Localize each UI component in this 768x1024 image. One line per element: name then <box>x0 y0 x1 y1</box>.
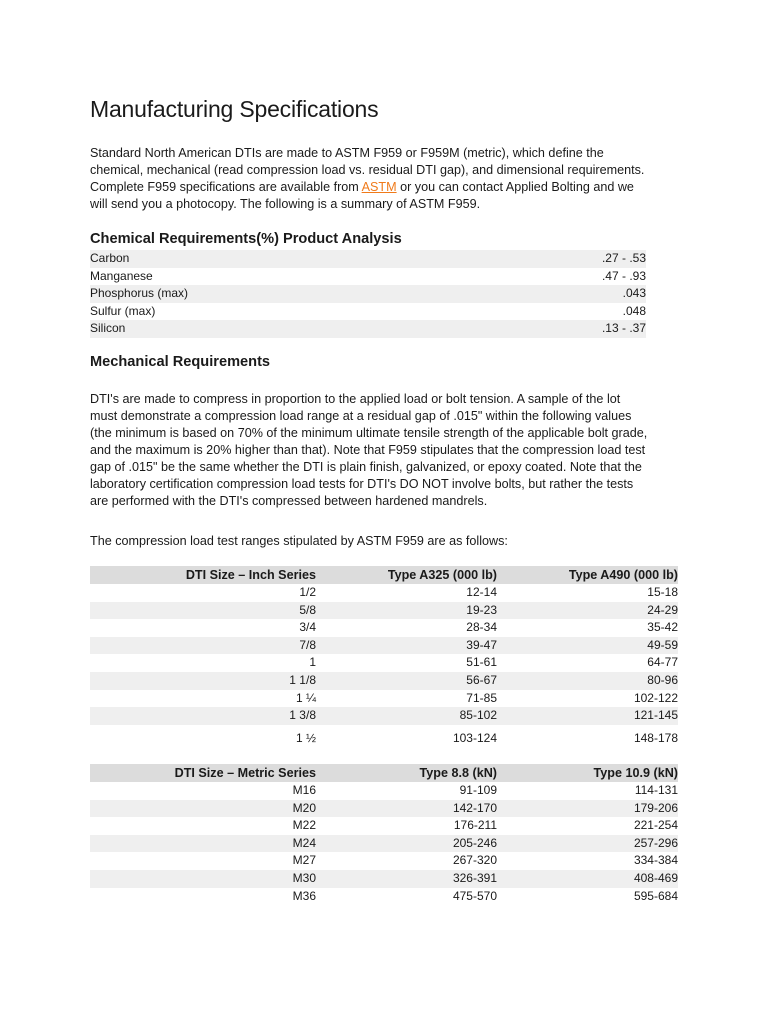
astm-link[interactable]: ASTM <box>361 180 397 194</box>
element-name: Sulfur (max) <box>90 303 156 318</box>
mechanical-heading: Mechanical Requirements <box>90 354 271 370</box>
table-cell: M24 <box>292 835 316 850</box>
mechanical-line: gap of .015" be the same whether the DTI is plain finish, galvanized, or epoxy coated. Note that the <box>90 460 642 474</box>
table-row <box>90 268 646 286</box>
table-row <box>90 303 646 321</box>
column-header: Type A325 (000 lb) <box>316 566 497 584</box>
table-cell: 3/4 <box>299 620 316 635</box>
table-cell: M27 <box>292 853 316 868</box>
intro-line: Standard North American DTIs are made to ASTM F959 or F959M (metric), which define the <box>90 146 604 160</box>
table-cell: 408-469 <box>633 870 678 885</box>
element-name: Phosphorus (max) <box>90 286 189 301</box>
table-row <box>90 602 678 620</box>
table-cell: 91-109 <box>459 783 497 797</box>
intro-line: Complete F959 specifications are available from ASTM or you can contact Applied Bolting and we <box>90 180 634 194</box>
table-cell: 114-131 <box>634 783 678 797</box>
table-row <box>90 619 678 637</box>
element-value: .27 - .53 <box>601 251 646 265</box>
mechanical-line: must demonstrate a compression load range at a residual gap of .015" within the following values <box>90 409 632 423</box>
table-cell: 102-122 <box>633 690 678 705</box>
column-header: Type 8.8 (kN) <box>316 764 497 782</box>
table-cell: 221-254 <box>633 818 678 833</box>
table-cell: 148-178 <box>633 730 678 745</box>
mechanical-line: DTI's are made to compress in proportion to the applied load or bolt tension. A sample of the lot <box>90 392 621 406</box>
table-row <box>90 852 678 870</box>
column-header: DTI Size – Metric Series <box>90 764 316 782</box>
table-cell: 121-145 <box>633 708 678 723</box>
table-row <box>90 637 678 655</box>
page-title: Manufacturing Specifications <box>90 96 379 122</box>
table-row <box>90 285 646 303</box>
table-cell: 267-320 <box>452 853 497 868</box>
table-cell: 1 3/8 <box>289 708 316 723</box>
table-cell: 28-34 <box>466 620 497 635</box>
table-cell: 24-29 <box>647 602 678 617</box>
mechanical-line: (the minimum is based on 70% of the minimum ultimate tensile strength of the applicable bolt grade, <box>90 426 648 440</box>
table-cell: 5/8 <box>299 602 316 617</box>
table-cell: 71-85 <box>466 690 497 705</box>
table-cell: 103-124 <box>452 730 497 745</box>
table-row <box>90 817 678 835</box>
chemical-table <box>90 250 646 338</box>
table-row <box>90 672 678 690</box>
table-cell: 35-42 <box>647 620 678 635</box>
table-row <box>90 690 678 708</box>
table-cell: 49-59 <box>647 637 678 652</box>
mechanical-line: and the maximum is 20% higher than that). Note that F959 stipulates that the compression load test <box>90 443 646 457</box>
element-name: Manganese <box>90 268 153 283</box>
mechanical-line: laboratory certification compression load tests for DTI's DO NOT involve bolts, but rather the tests <box>90 477 634 491</box>
element-value: .043 <box>622 286 646 301</box>
mechanical-line: are performed with the DTI's compressed between hardened mandrels. <box>90 494 488 508</box>
table-cell: 1 1/8 <box>289 672 316 687</box>
table-cell: 7/8 <box>299 637 316 652</box>
table-cell: M22 <box>292 818 316 833</box>
chemical-heading: Chemical Requirements(%) Product Analysis <box>90 231 402 247</box>
element-name: Carbon <box>90 251 130 265</box>
table-cell: 205-246 <box>452 835 497 850</box>
table-cell: M36 <box>292 888 316 903</box>
table-cell: 176-211 <box>453 818 497 833</box>
table-row <box>90 782 678 800</box>
table-cell: 326-391 <box>452 870 497 885</box>
table-cell: 257-296 <box>633 835 678 850</box>
table-row <box>90 584 678 602</box>
column-header: Type A490 (000 lb) <box>497 566 678 584</box>
table-cell: M30 <box>292 870 316 885</box>
table-cell: 80-96 <box>647 672 678 687</box>
column-header: Type 10.9 (kN) <box>497 764 678 782</box>
column-header: DTI Size – Inch Series <box>90 566 316 584</box>
table-cell: 142-170 <box>452 800 497 815</box>
table-cell: 1 ¼ <box>295 690 316 705</box>
table-cell: 1 ½ <box>295 730 316 745</box>
element-value: .048 <box>622 303 646 318</box>
inch-series-table <box>90 566 678 751</box>
table-cell: 64-77 <box>647 655 678 670</box>
table-cell: 19-23 <box>466 602 497 617</box>
table-row <box>90 725 678 751</box>
table-cell: M16 <box>292 783 316 797</box>
table-cell: 595-684 <box>633 888 678 903</box>
table-cell: 56-67 <box>466 672 497 687</box>
table-cell: M20 <box>292 800 316 815</box>
table-cell: 1 <box>309 655 316 670</box>
table-cell: 179-206 <box>633 800 678 815</box>
intro-paragraph <box>90 145 690 213</box>
element-name: Silicon <box>90 321 126 336</box>
table-row <box>90 870 678 888</box>
element-value: .47 - .93 <box>601 268 646 283</box>
table-row <box>90 250 646 268</box>
table-cell: 334-384 <box>633 853 678 868</box>
element-value: .13 - .37 <box>601 321 646 336</box>
table-cell: 15-18 <box>647 585 678 599</box>
table-cell: 39-47 <box>466 637 497 652</box>
intro-line: will send you a photocopy. The following is a summary of ASTM F959. <box>90 197 481 211</box>
intro-line: chemical, mechanical (read compression load vs. residual DTI gap), and dimensional requirements. <box>90 163 645 177</box>
table-row <box>90 888 678 906</box>
table-row <box>90 800 678 818</box>
table-cell: 12-14 <box>466 585 497 599</box>
table-cell: 1/2 <box>299 585 316 599</box>
table-cell: 51-61 <box>466 655 497 670</box>
ranges-intro: The compression load test ranges stipulated by ASTM F959 are as follows: <box>90 534 508 548</box>
table-row <box>90 320 646 338</box>
metric-series-table <box>90 764 678 905</box>
table-cell: 475-570 <box>452 888 497 903</box>
table-row <box>90 707 678 725</box>
table-cell: 85-102 <box>459 708 497 723</box>
table-row <box>90 654 678 672</box>
mechanical-paragraph <box>90 391 690 510</box>
table-row <box>90 835 678 853</box>
